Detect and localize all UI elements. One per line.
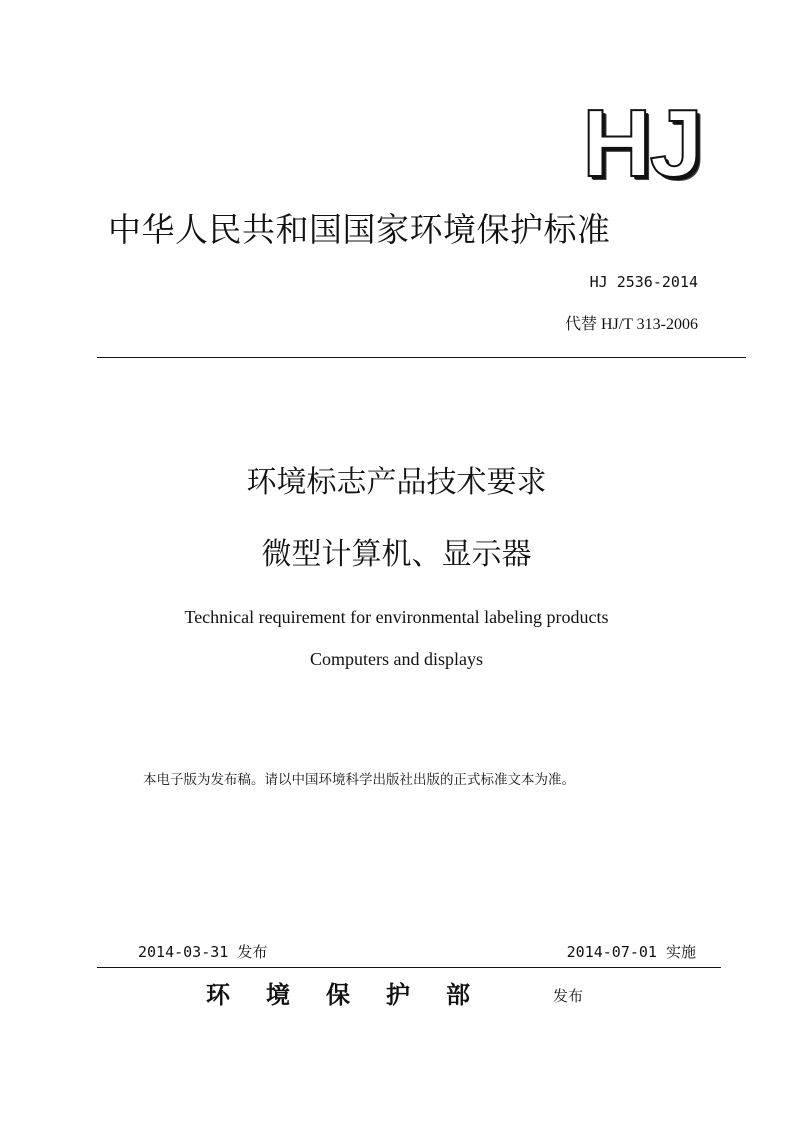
top-divider	[97, 357, 746, 358]
standard-number: HJ 2536-2014	[589, 273, 698, 291]
title-cn-line1: 环境标志产品技术要求	[246, 465, 547, 500]
org-title: 中华人民共和国国家环境保护标准	[108, 210, 611, 249]
issue-date: 2014-03-31 发布	[138, 943, 268, 961]
hj-logo: HJ	[582, 90, 701, 197]
replaces-standard: 代替 HJ/T 313-2006	[564, 316, 698, 333]
electronic-version-notice: 本电子版为发布稿。请以中国环境科学出版社出版的正式标准文本为准。	[143, 772, 575, 788]
title-cn-line2: 微型计算机、显示器	[261, 537, 532, 572]
title-en-line2: Computers and displays	[310, 649, 483, 669]
bottom-divider	[97, 967, 721, 968]
ministry-issue-label: 发布	[553, 987, 584, 1005]
ministry-name: 环境保护部	[206, 980, 506, 1009]
effective-date: 2014-07-01 实施	[566, 943, 696, 961]
title-en-line1: Technical requirement for environmental labeling products	[184, 607, 609, 627]
